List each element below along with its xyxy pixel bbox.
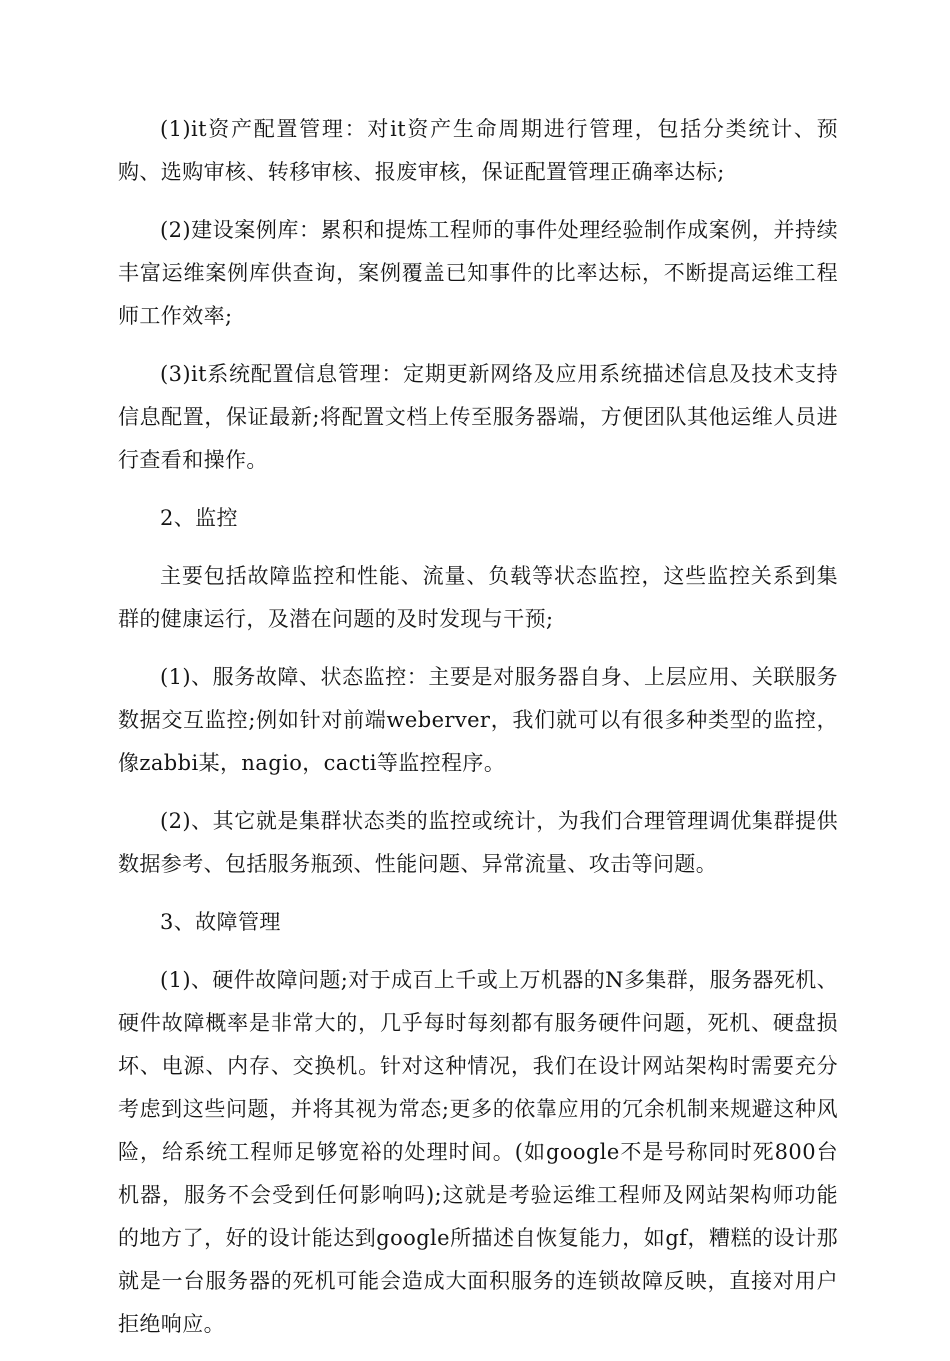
section-heading-fault-management: 3、故障管理 [160, 910, 281, 934]
paragraph-it-system-config: (3)it系统配置信息管理：定期更新网络及应用系统描述信息及技术支持信息配置，保证最新;将配置文档上传至服务器端，方便团队其他运维人员进行查看和操作。 [118, 362, 838, 472]
document-body [118, 108, 838, 1361]
paragraph-case-library: (2)建设案例库：累积和提炼工程师的事件处理经验制作成案例，并持续丰富运维案例库供查询，案例覆盖已知事件的比率达标，不断提高运维工程师工作效率; [118, 218, 838, 328]
paragraph-hardware-fault: (1)、硬件故障问题;对于成百上千或上万机器的N多集群，服务器死机、硬件故障概率是非常大的，几乎每时每刻都有服务硬件问题，死机、硬盘损坏、电源、内存、交换机。针对这种情况，我们在设计网站架构时需要充分考虑到这些问题，并将其视为常态;更多的依靠应用的冗余机制来规避这种风险，给系统工程师足够宽裕的处理时间。(如google不是号称同时死800台机器，服务不会受到任何影响吗);这就是考验运维工程师及网站架构师功能的地方了，好的设计能达到google所描述自恢复能力，如gf，糟糕的设计那就是一台服务器的死机可能会造成大面积服务的连锁故障反映，直接对用户拒绝响应。 [118, 968, 838, 1336]
paragraph-it-asset-config: (1)it资产配置管理：对it资产生命周期进行管理，包括分类统计、预购、选购审核、转移审核、报废审核，保证配置管理正确率达标; [118, 117, 838, 184]
paragraph-monitoring-intro: 主要包括故障监控和性能、流量、负载等状态监控，这些监控关系到集群的健康运行，及潜在问题的及时发现与干预; [118, 564, 838, 631]
section-heading-monitoring: 2、监控 [160, 506, 238, 530]
paragraph-service-fault-monitoring: (1)、服务故障、状态监控：主要是对服务器自身、上层应用、关联服务数据交互监控;例如针对前端weberver，我们就可以有很多种类型的监控，像zabbi某，nagio，cacti等监控程序。 [118, 665, 838, 775]
paragraph-cluster-status-monitoring: (2)、其它就是集群状态类的监控或统计，为我们合理管理调优集群提供数据参考、包括服务瓶颈、性能问题、异常流量、攻击等问题。 [118, 809, 838, 876]
